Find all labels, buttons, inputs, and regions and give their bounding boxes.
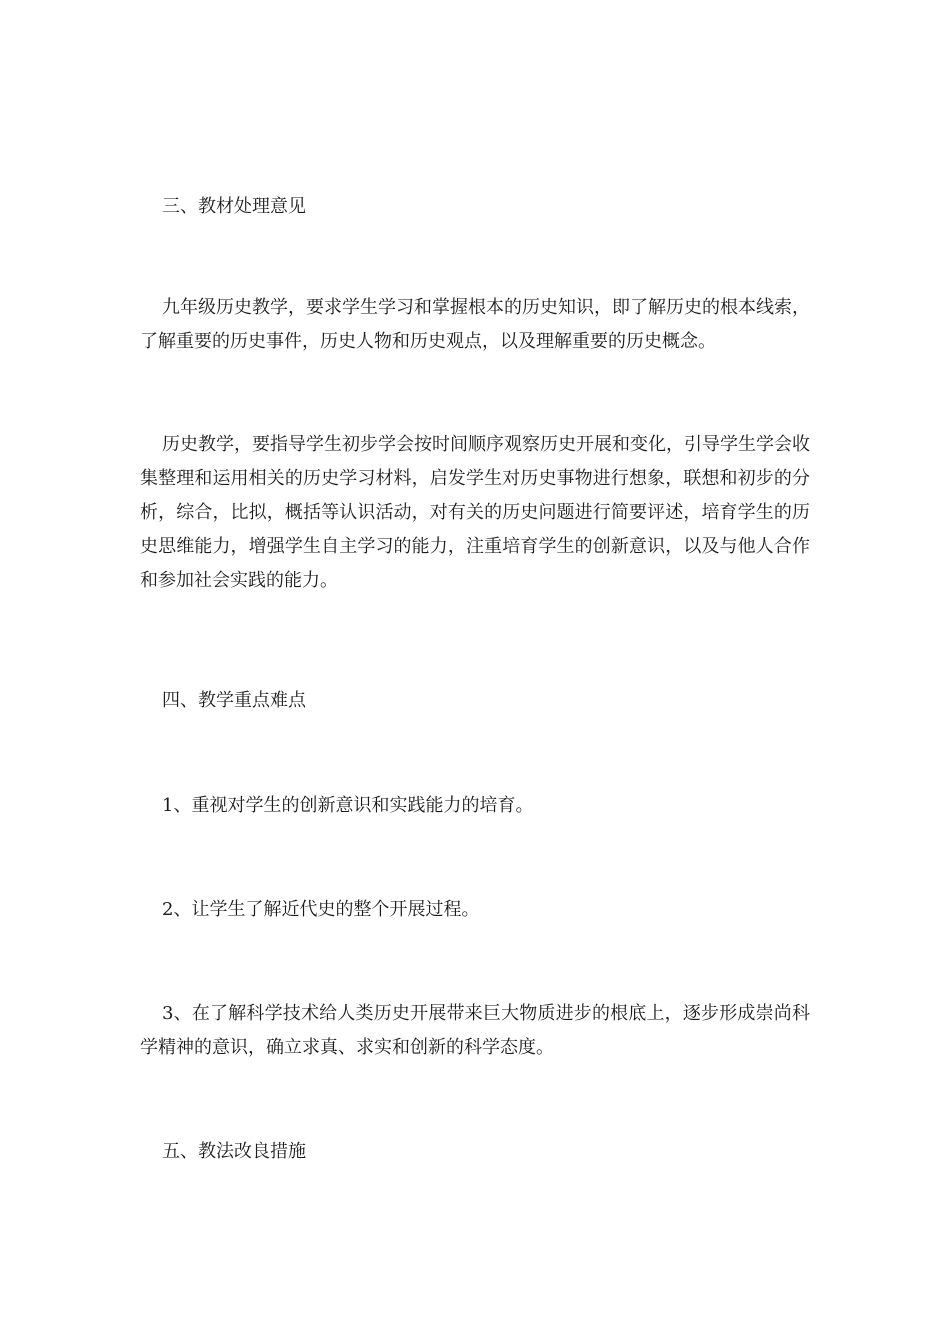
section-heading-textbook-handling: 三、教材处理意见: [162, 196, 306, 217]
paragraph-teaching-guidance: 历史教学，要指导学生初步学会按时间顺序观察历史开展和变化，引导学生学会收集整理和运用相关的历史学习材料，启发学生对历史事物进行想象，联想和初步的分析，综合，比拟，概括等认识活动，对有关的历史问题进行简要评述，培育学生的历史思维能力，增强学生自主学习的能力，注重培育学生的创新意识，以及与他人合作和参加社会实践的能力。: [140, 434, 810, 591]
list-item-modern-history: 2、让学生了解近代史的整个开展过程。: [162, 899, 480, 920]
list-item-scientific-attitude: 3、在了解科学技术给人类历史开展带来巨大物质进步的根底上，逐步形成崇尚科学精神的意识，确立求真、求实和创新的科学态度。: [140, 1003, 810, 1058]
paragraph-learning-requirements: 九年级历史教学，要求学生学习和掌握根本的历史知识，即了解历史的根本线索，了解重要的历史事件，历史人物和历史观点，以及理解重要的历史概念。: [140, 297, 810, 352]
list-item-innovation: 1、重视对学生的创新意识和实践能力的培育。: [162, 795, 534, 816]
section-heading-key-difficulties: 四、教学重点难点: [162, 690, 306, 711]
section-heading-method-improvement: 五、教法改良措施: [162, 1141, 306, 1162]
